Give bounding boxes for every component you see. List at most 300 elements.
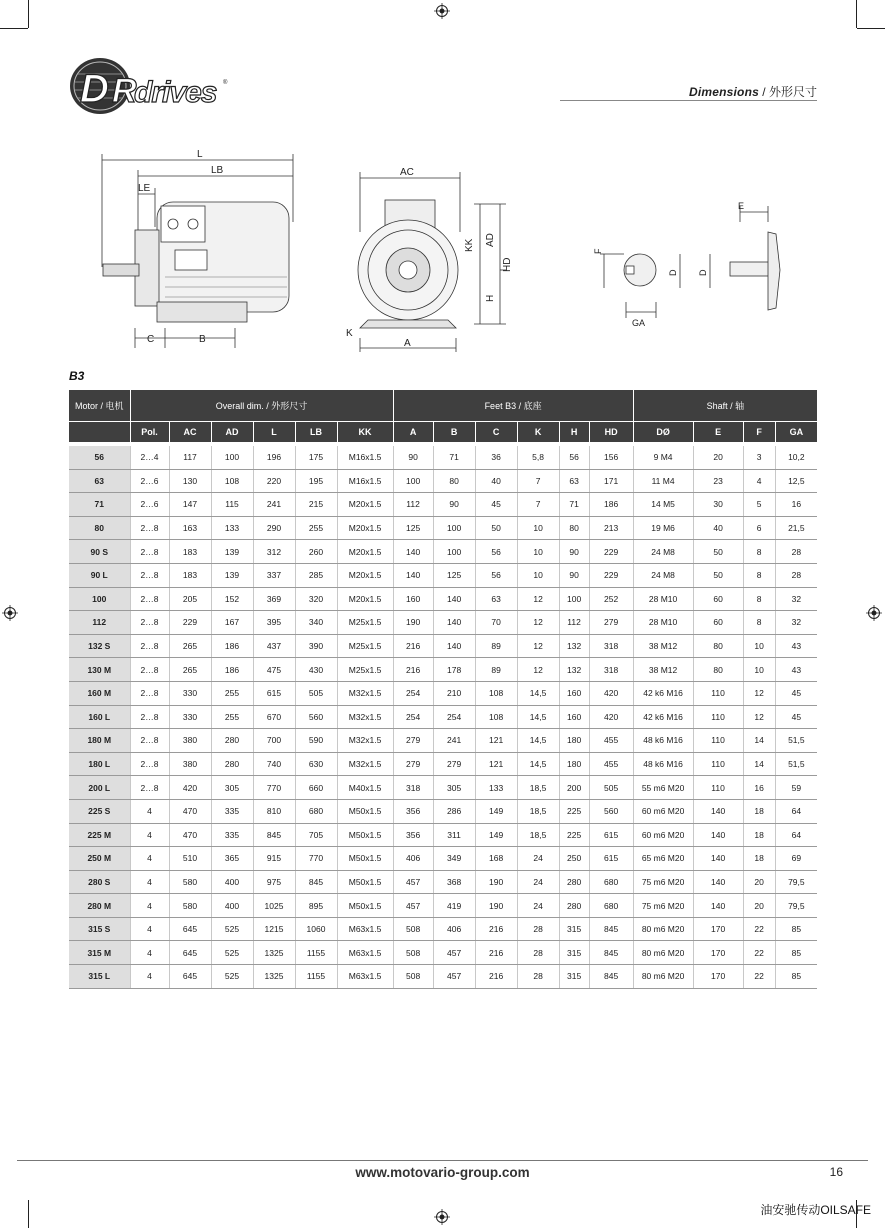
table-cell: M20x1.5 xyxy=(337,516,393,540)
table-cell: 108 xyxy=(475,705,517,729)
table-cell: 59 xyxy=(775,776,817,800)
table-cell: 12 xyxy=(743,705,775,729)
table-cell: 20 xyxy=(693,446,743,469)
table-cell: 10 xyxy=(743,634,775,658)
table-cell: 265 xyxy=(169,634,211,658)
table-cell: 280 xyxy=(559,894,589,918)
table-cell: 8 xyxy=(743,540,775,564)
table-cell: 525 xyxy=(211,917,253,941)
table-cell: 630 xyxy=(295,752,337,776)
table-cell: 279 xyxy=(393,729,433,753)
group-header-shaft: Shaft / 轴 xyxy=(633,390,817,422)
table-cell: M63x1.5 xyxy=(337,941,393,965)
table-cell: 680 xyxy=(295,799,337,823)
table-cell: 140 xyxy=(693,823,743,847)
motor-size-cell: 225 M xyxy=(69,823,130,847)
table-cell: 23 xyxy=(693,469,743,493)
table-cell: 330 xyxy=(169,705,211,729)
table-cell: 43 xyxy=(775,634,817,658)
table-cell: 80 xyxy=(433,469,475,493)
motor-size-cell: 90 S xyxy=(69,540,130,564)
table-cell: 254 xyxy=(393,705,433,729)
motor-size-cell: 100 xyxy=(69,587,130,611)
table-cell: 615 xyxy=(253,681,295,705)
table-cell: 455 xyxy=(589,729,633,753)
table-cell: 22 xyxy=(743,941,775,965)
table-cell: 28 xyxy=(775,540,817,564)
table-cell: 2…4 xyxy=(130,446,169,469)
table-cell: 24 M8 xyxy=(633,563,693,587)
table-row xyxy=(69,965,817,989)
svg-text:AC: AC xyxy=(400,167,414,178)
table-cell: 51,5 xyxy=(775,729,817,753)
table-cell: 4 xyxy=(130,941,169,965)
table-cell: 1325 xyxy=(253,941,295,965)
table-row xyxy=(69,493,817,517)
table-cell: 24 xyxy=(517,847,559,871)
table-cell: 89 xyxy=(475,634,517,658)
table-cell: 2…8 xyxy=(130,587,169,611)
table-cell: 365 xyxy=(211,847,253,871)
table-cell: 80 m6 M20 xyxy=(633,965,693,989)
table-cell: 50 xyxy=(693,540,743,564)
table-cell: 560 xyxy=(589,799,633,823)
table-cell: 133 xyxy=(475,776,517,800)
watermark-text: 油安驰传动OILSAFE xyxy=(760,1203,871,1217)
table-cell: 560 xyxy=(295,705,337,729)
table-cell: 2…6 xyxy=(130,469,169,493)
table-cell: 420 xyxy=(589,705,633,729)
table-cell: 14,5 xyxy=(517,705,559,729)
table-cell: 110 xyxy=(693,752,743,776)
footer-url-link[interactable]: www.motovario-group.com xyxy=(355,1165,530,1180)
table-cell: 2…6 xyxy=(130,493,169,517)
table-row xyxy=(69,634,817,658)
table-cell: 2…8 xyxy=(130,752,169,776)
svg-text:D: D xyxy=(80,67,109,111)
table-cell: 140 xyxy=(693,847,743,871)
table-cell: 2…8 xyxy=(130,776,169,800)
table-cell: 340 xyxy=(295,611,337,635)
table-cell: 28 M10 xyxy=(633,611,693,635)
table-cell: 180 xyxy=(559,752,589,776)
table-cell: 845 xyxy=(253,823,295,847)
table-cell: 140 xyxy=(693,799,743,823)
motor-size-cell: 200 L xyxy=(69,776,130,800)
column-header: C xyxy=(475,422,517,443)
table-cell: 6 xyxy=(743,516,775,540)
table-cell: 56 xyxy=(475,563,517,587)
table-cell: M32x1.5 xyxy=(337,705,393,729)
table-cell: 80 m6 M20 xyxy=(633,917,693,941)
table-cell: 590 xyxy=(295,729,337,753)
table-cell: 183 xyxy=(169,540,211,564)
table-cell: 2…8 xyxy=(130,705,169,729)
table-cell: 430 xyxy=(295,658,337,682)
table-cell: 112 xyxy=(559,611,589,635)
table-cell: 18,5 xyxy=(517,823,559,847)
table-cell: 975 xyxy=(253,870,295,894)
table-cell: 895 xyxy=(295,894,337,918)
table-cell: 121 xyxy=(475,729,517,753)
table-cell: 254 xyxy=(393,681,433,705)
table-row xyxy=(69,611,817,635)
table-cell: M63x1.5 xyxy=(337,965,393,989)
table-cell: 24 xyxy=(517,870,559,894)
table-cell: 28 M10 xyxy=(633,587,693,611)
table-cell: 18 xyxy=(743,799,775,823)
svg-text:D: D xyxy=(668,269,678,276)
table-cell: 112 xyxy=(393,493,433,517)
table-cell: 255 xyxy=(211,681,253,705)
table-cell: 63 xyxy=(559,469,589,493)
table-cell: 457 xyxy=(393,894,433,918)
table-cell: 11 M4 xyxy=(633,469,693,493)
column-header: GA xyxy=(775,422,817,443)
table-cell: 186 xyxy=(589,493,633,517)
table-cell: 195 xyxy=(295,469,337,493)
table-cell: 12 xyxy=(517,658,559,682)
table-cell: 42 k6 M16 xyxy=(633,705,693,729)
table-cell: 100 xyxy=(433,540,475,564)
table-cell: 380 xyxy=(169,752,211,776)
table-cell: 280 xyxy=(211,729,253,753)
column-header: AC xyxy=(169,422,211,443)
motor-size-cell: 132 S xyxy=(69,634,130,658)
table-cell: 14,5 xyxy=(517,752,559,776)
table-cell: M50x1.5 xyxy=(337,847,393,871)
table-cell: M25x1.5 xyxy=(337,634,393,658)
table-cell: 337 xyxy=(253,563,295,587)
table-cell: 14 xyxy=(743,752,775,776)
table-cell: 45 xyxy=(475,493,517,517)
crop-mark-tl-h xyxy=(0,28,28,29)
table-cell: 420 xyxy=(169,776,211,800)
table-cell: 260 xyxy=(295,540,337,564)
table-cell: 216 xyxy=(475,941,517,965)
table-cell: 315 xyxy=(559,965,589,989)
table-cell: M50x1.5 xyxy=(337,870,393,894)
table-cell: 229 xyxy=(589,540,633,564)
table-cell: 110 xyxy=(693,705,743,729)
table-cell: 60 xyxy=(693,611,743,635)
table-cell: 190 xyxy=(393,611,433,635)
table-cell: 38 M12 xyxy=(633,658,693,682)
table-cell: 140 xyxy=(433,634,475,658)
table-cell: 139 xyxy=(211,540,253,564)
svg-text:B: B xyxy=(199,334,206,345)
table-cell: M32x1.5 xyxy=(337,729,393,753)
table-group-header-row xyxy=(69,390,817,422)
table-cell: 845 xyxy=(589,941,633,965)
table-cell: 241 xyxy=(253,493,295,517)
table-cell: 2…8 xyxy=(130,611,169,635)
table-cell: 318 xyxy=(393,776,433,800)
column-header: H xyxy=(559,422,589,443)
table-cell: 252 xyxy=(589,587,633,611)
table-cell: 140 xyxy=(693,894,743,918)
table-cell: 132 xyxy=(559,658,589,682)
table-cell: 508 xyxy=(393,965,433,989)
motor-size-cell: 315 S xyxy=(69,917,130,941)
table-cell: 349 xyxy=(433,847,475,871)
table-cell: 680 xyxy=(589,894,633,918)
page-title xyxy=(689,83,817,100)
table-cell: 508 xyxy=(393,941,433,965)
table-cell: 28 xyxy=(517,965,559,989)
table-cell: 2…8 xyxy=(130,540,169,564)
table-cell: 19 M6 xyxy=(633,516,693,540)
table-cell: 140 xyxy=(693,870,743,894)
table-cell: 255 xyxy=(295,516,337,540)
title-en: Dimensions xyxy=(688,85,759,99)
table-cell: 1155 xyxy=(295,965,337,989)
column-header: L xyxy=(253,422,295,443)
table-cell: 10 xyxy=(743,658,775,682)
table-cell: 400 xyxy=(211,870,253,894)
column-header: DØ xyxy=(633,422,693,443)
table-cell: 28 xyxy=(775,563,817,587)
drdrives-logo xyxy=(68,56,233,116)
motor-size-cell: 63 xyxy=(69,469,130,493)
table-cell: 140 xyxy=(393,540,433,564)
table-cell: 30 xyxy=(693,493,743,517)
table-cell: 36 xyxy=(475,446,517,469)
table-cell: 705 xyxy=(295,823,337,847)
table-cell: 45 xyxy=(775,681,817,705)
table-cell: 90 xyxy=(559,540,589,564)
table-cell: 170 xyxy=(693,941,743,965)
column-header: A xyxy=(393,422,433,443)
table-cell: 160 xyxy=(559,705,589,729)
table-cell: 320 xyxy=(295,587,337,611)
table-cell: 279 xyxy=(393,752,433,776)
table-cell: 4 xyxy=(130,847,169,871)
crop-mark-tl-v xyxy=(28,0,29,28)
table-row xyxy=(69,799,817,823)
table-cell: 615 xyxy=(589,823,633,847)
motor-size-cell: 180 M xyxy=(69,729,130,753)
table-cell: 10,2 xyxy=(775,446,817,469)
svg-text:GA: GA xyxy=(632,318,646,328)
table-cell: 250 xyxy=(559,847,589,871)
table-cell: 1215 xyxy=(253,917,295,941)
table-cell: 290 xyxy=(253,516,295,540)
group-header-feet: Feet B3 / 底座 xyxy=(393,390,633,422)
table-cell: 171 xyxy=(589,469,633,493)
table-cell: 149 xyxy=(475,823,517,847)
table-cell: 475 xyxy=(253,658,295,682)
table-cell: 147 xyxy=(169,493,211,517)
table-cell: 89 xyxy=(475,658,517,682)
table-cell: 335 xyxy=(211,823,253,847)
table-row xyxy=(69,705,817,729)
svg-text:drives: drives xyxy=(134,76,217,109)
table-cell: 225 xyxy=(559,823,589,847)
crop-mark-tr-h xyxy=(857,28,885,29)
table-cell: 12 xyxy=(517,587,559,611)
table-cell: 51,5 xyxy=(775,752,817,776)
table-cell: 457 xyxy=(393,870,433,894)
table-row xyxy=(69,446,817,469)
table-cell: 216 xyxy=(393,658,433,682)
table-cell: 255 xyxy=(211,705,253,729)
table-cell: 615 xyxy=(589,847,633,871)
table-cell: 168 xyxy=(475,847,517,871)
table-row xyxy=(69,847,817,871)
table-cell: 108 xyxy=(211,469,253,493)
table-cell: 12 xyxy=(517,634,559,658)
table-cell: 670 xyxy=(253,705,295,729)
table-cell: 140 xyxy=(433,587,475,611)
table-cell: M50x1.5 xyxy=(337,823,393,847)
table-cell: 71 xyxy=(559,493,589,517)
table-cell: 312 xyxy=(253,540,295,564)
table-cell: 10 xyxy=(517,563,559,587)
table-cell: 311 xyxy=(433,823,475,847)
table-cell: 63 xyxy=(475,587,517,611)
table-cell: 180 xyxy=(559,729,589,753)
table-cell: 20 xyxy=(743,870,775,894)
table-cell: M40x1.5 xyxy=(337,776,393,800)
page-number: 16 xyxy=(829,1165,843,1179)
table-row xyxy=(69,894,817,918)
column-header: K xyxy=(517,422,559,443)
table-cell: 406 xyxy=(433,917,475,941)
table-cell: 5,8 xyxy=(517,446,559,469)
crop-mark-bl-v xyxy=(28,1200,29,1228)
column-header: Pol. xyxy=(130,422,169,443)
table-cell: 121 xyxy=(475,752,517,776)
table-cell: 42 k6 M16 xyxy=(633,681,693,705)
table-cell: 56 xyxy=(475,540,517,564)
table-cell: 216 xyxy=(475,965,517,989)
table-cell: 390 xyxy=(295,634,337,658)
table-cell: 16 xyxy=(743,776,775,800)
table-cell: 286 xyxy=(433,799,475,823)
table-cell: 1155 xyxy=(295,941,337,965)
table-cell: 100 xyxy=(393,469,433,493)
table-cell: 4 xyxy=(130,799,169,823)
table-cell: 229 xyxy=(169,611,211,635)
registration-mark-icon xyxy=(434,3,450,19)
table-cell: 14,5 xyxy=(517,681,559,705)
table-cell: 205 xyxy=(169,587,211,611)
table-cell: 12 xyxy=(517,611,559,635)
table-cell: 90 xyxy=(393,446,433,469)
table-cell: 406 xyxy=(393,847,433,871)
table-cell: 368 xyxy=(433,870,475,894)
table-cell: 369 xyxy=(253,587,295,611)
table-cell: 100 xyxy=(211,446,253,469)
table-cell: 216 xyxy=(475,917,517,941)
table-cell: 1325 xyxy=(253,965,295,989)
table-cell: 225 xyxy=(559,799,589,823)
table-cell: M32x1.5 xyxy=(337,752,393,776)
table-cell: 9 M4 xyxy=(633,446,693,469)
table-cell: 196 xyxy=(253,446,295,469)
table-cell: 10 xyxy=(517,540,559,564)
column-header: F xyxy=(743,422,775,443)
table-cell: 50 xyxy=(475,516,517,540)
table-cell: 70 xyxy=(475,611,517,635)
table-cell: 65 m6 M20 xyxy=(633,847,693,871)
motor-size-cell: 225 S xyxy=(69,799,130,823)
table-cell: 125 xyxy=(433,563,475,587)
shaft-detail-drawing xyxy=(590,142,790,357)
table-cell: 1060 xyxy=(295,917,337,941)
table-cell: M50x1.5 xyxy=(337,894,393,918)
table-cell: 229 xyxy=(589,563,633,587)
table-cell: 133 xyxy=(211,516,253,540)
table-cell: 14 M5 xyxy=(633,493,693,517)
table-cell: 160 xyxy=(559,681,589,705)
table-row xyxy=(69,658,817,682)
title-separator: / xyxy=(758,85,769,99)
table-cell: 335 xyxy=(211,799,253,823)
group-header-overall: Overall dim. / 外形尺寸 xyxy=(130,390,393,422)
table-cell: 4 xyxy=(130,917,169,941)
header-rule xyxy=(560,100,817,101)
table-cell: 40 xyxy=(475,469,517,493)
table-cell: 505 xyxy=(589,776,633,800)
table-row xyxy=(69,917,817,941)
motor-front-view-drawing xyxy=(340,142,520,357)
table-cell: 80 m6 M20 xyxy=(633,941,693,965)
table-cell: 140 xyxy=(393,563,433,587)
table-cell: 110 xyxy=(693,729,743,753)
table-cell: 175 xyxy=(295,446,337,469)
table-row xyxy=(69,823,817,847)
table-cell: 75 m6 M20 xyxy=(633,894,693,918)
table-row xyxy=(69,776,817,800)
motor-size-cell: 160 M xyxy=(69,681,130,705)
table-cell: 190 xyxy=(475,894,517,918)
table-cell: 7 xyxy=(517,469,559,493)
motor-size-cell: 280 S xyxy=(69,870,130,894)
motor-size-cell: 112 xyxy=(69,611,130,635)
table-cell: 40 xyxy=(693,516,743,540)
motor-size-cell: 130 M xyxy=(69,658,130,682)
table-cell: 356 xyxy=(393,799,433,823)
table-cell: 457 xyxy=(433,965,475,989)
table-cell: 845 xyxy=(589,917,633,941)
table-cell: 170 xyxy=(693,965,743,989)
table-cell: 80 xyxy=(693,634,743,658)
table-cell: 285 xyxy=(295,563,337,587)
table-cell: 100 xyxy=(433,516,475,540)
table-cell: 700 xyxy=(253,729,295,753)
svg-text:AD: AD xyxy=(485,233,496,247)
motor-size-cell: 80 xyxy=(69,516,130,540)
table-cell: 45 xyxy=(775,705,817,729)
table-cell: M20x1.5 xyxy=(337,587,393,611)
table-cell: 508 xyxy=(393,917,433,941)
table-cell: 149 xyxy=(475,799,517,823)
table-cell: 380 xyxy=(169,729,211,753)
table-row xyxy=(69,941,817,965)
table-cell: 140 xyxy=(433,611,475,635)
table-row xyxy=(69,469,817,493)
footer-rule xyxy=(17,1160,868,1161)
table-cell: 740 xyxy=(253,752,295,776)
table-cell: 525 xyxy=(211,941,253,965)
motor-size-cell: 56 xyxy=(69,446,130,469)
table-cell: 160 xyxy=(393,587,433,611)
table-cell: 770 xyxy=(253,776,295,800)
table-cell: 470 xyxy=(169,799,211,823)
table-cell: M63x1.5 xyxy=(337,917,393,941)
